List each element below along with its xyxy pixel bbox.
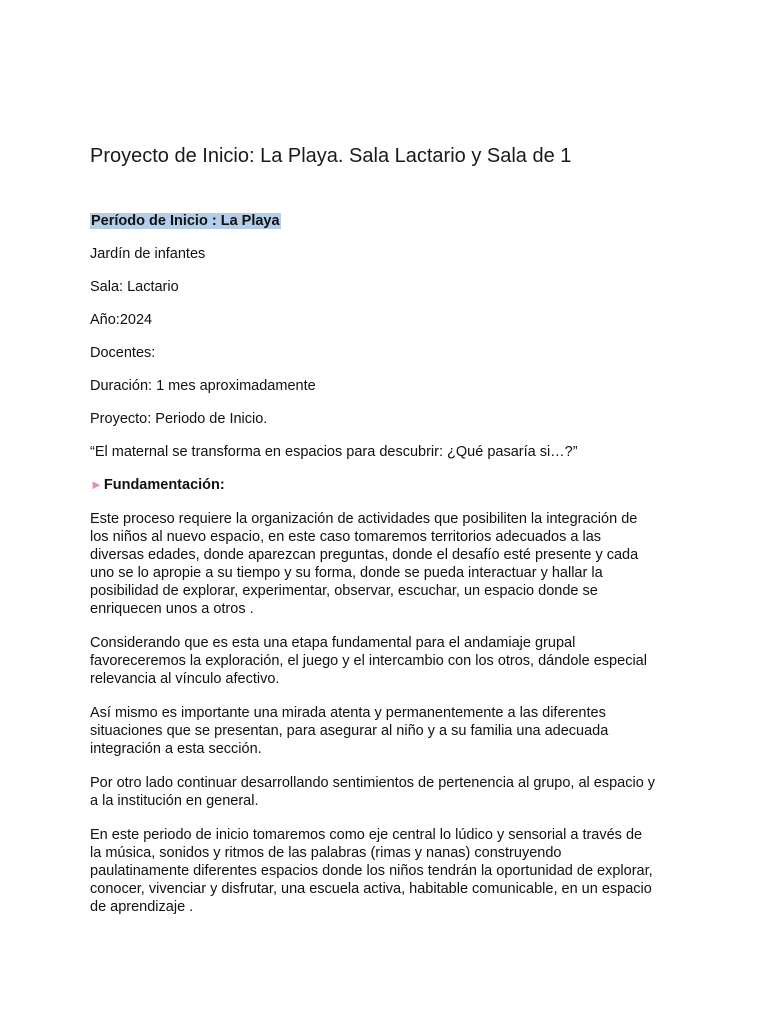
document-body	[90, 212, 690, 932]
paragraph-line: enriquecen unos a otros .	[90, 601, 254, 617]
info-line-year: Año:2024	[90, 312, 153, 328]
highlight-heading-text: Período de Inicio : La Playa	[91, 213, 280, 229]
arrow-right-icon: ►	[90, 477, 103, 492]
paragraph-line: Así mismo es importante una mirada atenta y permanentemente a las diferentes	[90, 705, 606, 721]
paragraph-line: Este proceso requiere la organización de actividades que posibiliten la integración de	[90, 511, 638, 527]
paragraph-2	[90, 634, 690, 688]
info-line-school: Jardín de infantes	[90, 246, 206, 262]
paragraph-line: situaciones que se presentan, para asegurar al niño y a su familia una adecuada	[90, 723, 609, 739]
paragraph-1	[90, 510, 690, 618]
paragraph-line: integración a esta sección.	[90, 741, 262, 757]
paragraph-line: Por otro lado continuar desarrollando sentimientos de pertenencia al grupo, al espacio y	[90, 775, 656, 791]
paragraph-line: la música, sonidos y ritmos de las palabras (rimas y nanas) construyendo	[90, 845, 562, 861]
page-title: Proyecto de Inicio: La Playa. Sala Lactario y Sala de 1	[90, 145, 572, 167]
info-line-room: Sala: Lactario	[90, 279, 179, 295]
paragraph-3	[90, 704, 690, 758]
paragraph-5	[90, 826, 690, 916]
paragraph-line: En este periodo de inicio tomaremos como eje central lo lúdico y sensorial a través de	[90, 827, 643, 843]
info-line-duration: Duración: 1 mes aproximadamente	[90, 378, 316, 394]
info-line-project: Proyecto: Periodo de Inicio.	[90, 411, 268, 427]
paragraph-4	[90, 774, 690, 810]
info-line-teachers: Docentes:	[90, 345, 156, 361]
quote-line: “El maternal se transforma en espacios para descubrir: ¿Qué pasaría si…?”	[90, 444, 578, 460]
paragraph-line: diversas edades, donde aparezcan preguntas, donde el desafío esté presente y cada	[90, 547, 639, 563]
section-heading-text: Fundamentación:	[103, 477, 225, 493]
paragraph-line: conocer, vivenciar y disfrutar, una escuela activa, habitable comunicable, en un espacio	[90, 881, 652, 897]
section-heading	[90, 476, 690, 494]
paragraph-line: relevancia al vínculo afectivo.	[90, 671, 280, 687]
paragraph-line: favoreceremos la exploración, el juego y el intercambio con los otros, dándole especial	[90, 653, 647, 669]
paragraph-line: posibilidad de explorar, experimentar, observar, escuchar, un espacio donde se	[90, 583, 598, 599]
paragraph-line: los niños al nuevo espacio, en este caso tomaremos territorios adecuados a las	[90, 529, 602, 545]
paragraph-line: Considerando que es esta una etapa fundamental para el andamiaje grupal	[90, 635, 576, 651]
paragraph-line: uno se lo apropie a su tiempo y su forma, donde se pueda interactuar y hallar la	[90, 565, 603, 581]
paragraph-line: de aprendizaje .	[90, 899, 194, 915]
paragraph-line: paulatinamente diferentes espacios donde los niños tendrán la oportunidad de explorar,	[90, 863, 653, 879]
paragraph-line: a la institución en general.	[90, 793, 259, 809]
highlighted-heading	[90, 212, 690, 230]
